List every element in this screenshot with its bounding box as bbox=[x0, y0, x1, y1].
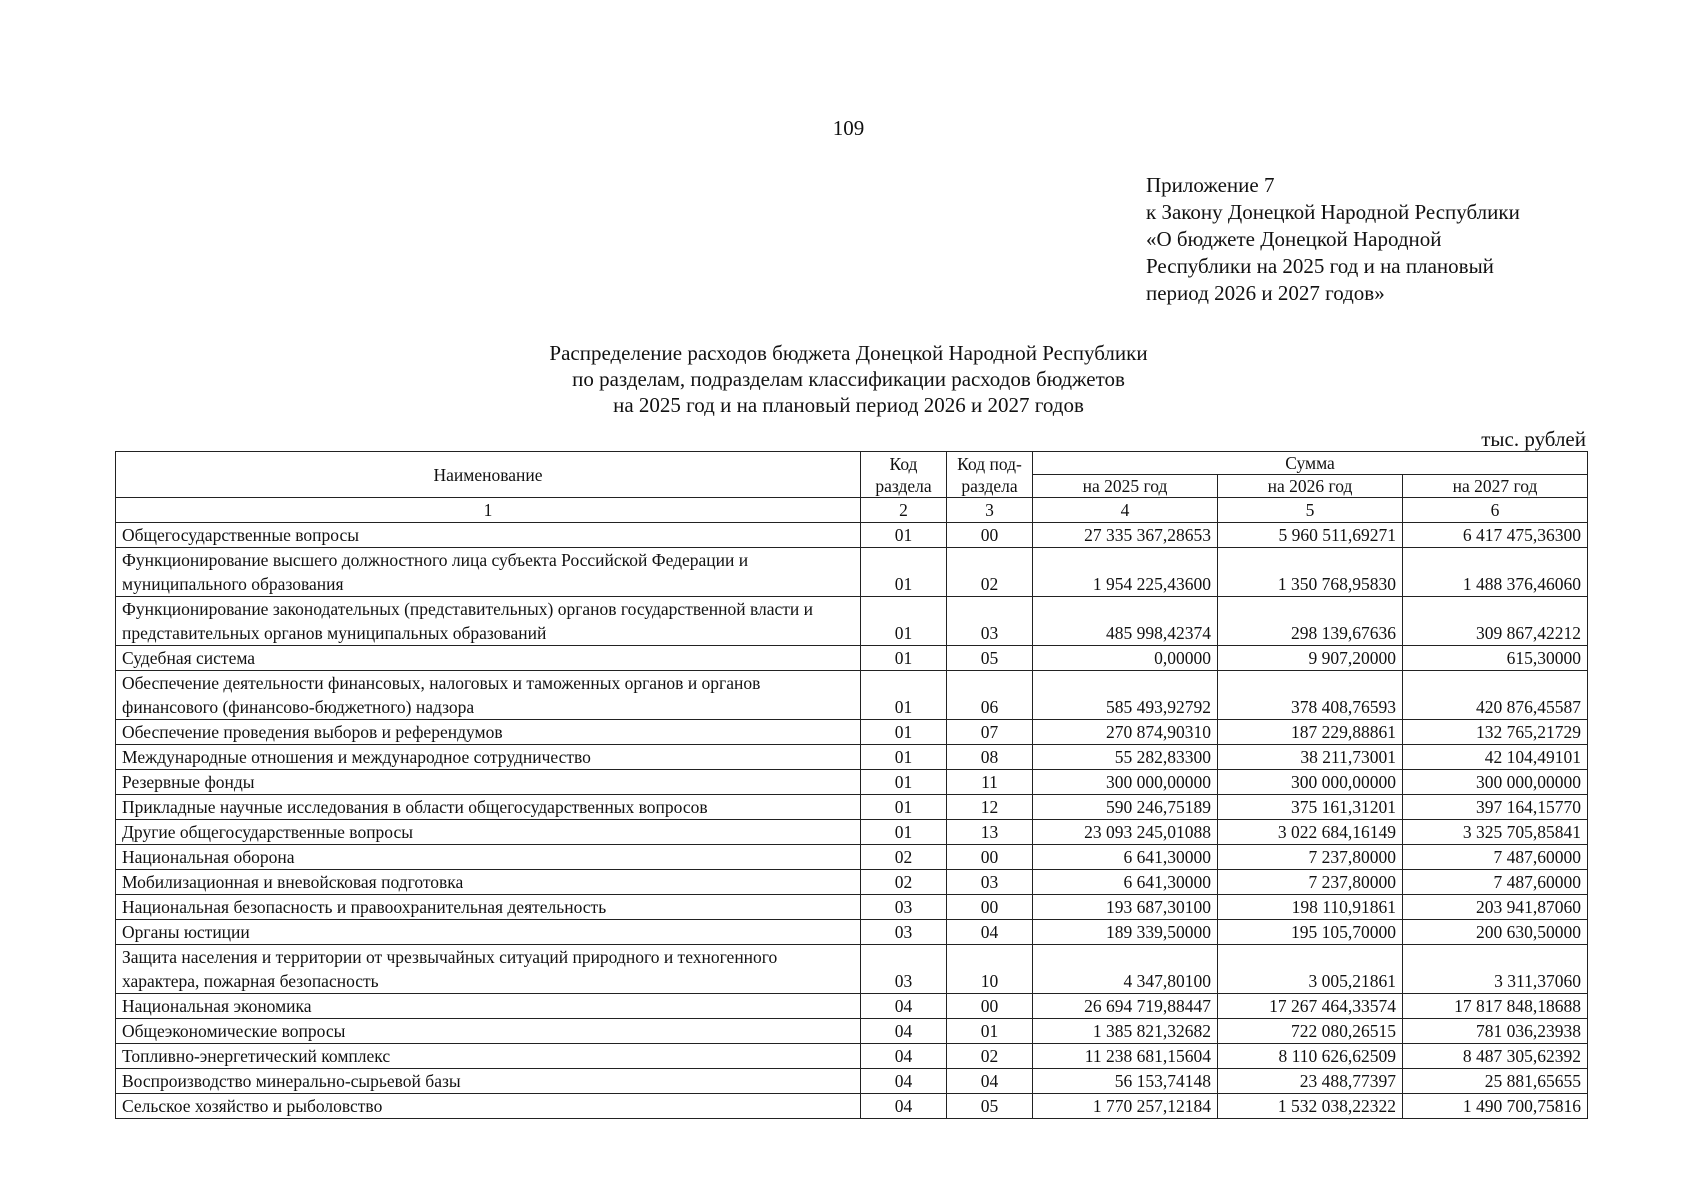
row-sum-2025: 4 347,80100 bbox=[1033, 945, 1218, 994]
row-sum-2026: 38 211,73001 bbox=[1218, 745, 1403, 770]
row-subsection-code: 03 bbox=[947, 870, 1033, 895]
row-subsection-code: 08 bbox=[947, 745, 1033, 770]
row-sum-2025: 26 694 719,88447 bbox=[1033, 994, 1218, 1019]
row-sum-2027: 1 490 700,75816 bbox=[1403, 1094, 1588, 1119]
column-number: 4 bbox=[1033, 498, 1218, 523]
table-row bbox=[116, 870, 1588, 895]
row-sum-2027: 781 036,23938 bbox=[1403, 1019, 1588, 1044]
row-section-code: 01 bbox=[861, 597, 947, 646]
table-row bbox=[116, 820, 1588, 845]
table-row bbox=[116, 523, 1588, 548]
row-sum-2027: 6 417 475,36300 bbox=[1403, 523, 1588, 548]
row-name: Другие общегосударственные вопросы bbox=[116, 820, 861, 845]
row-sum-2026: 17 267 464,33574 bbox=[1218, 994, 1403, 1019]
row-name: Топливно-энергетический комплекс bbox=[116, 1044, 861, 1069]
row-subsection-code: 03 bbox=[947, 597, 1033, 646]
row-sum-2026: 9 907,20000 bbox=[1218, 646, 1403, 671]
row-sum-2027: 203 941,87060 bbox=[1403, 895, 1588, 920]
table-row bbox=[116, 845, 1588, 870]
row-sum-2025: 0,00000 bbox=[1033, 646, 1218, 671]
row-sum-2026: 722 080,26515 bbox=[1218, 1019, 1403, 1044]
appendix-reference bbox=[1146, 172, 1520, 307]
row-sum-2025: 6 641,30000 bbox=[1033, 845, 1218, 870]
header-2027: на 2027 год bbox=[1403, 475, 1588, 498]
appendix-line: «О бюджете Донецкой Народной bbox=[1146, 227, 1442, 251]
row-section-code: 01 bbox=[861, 820, 947, 845]
row-subsection-code: 04 bbox=[947, 920, 1033, 945]
row-sum-2026: 195 105,70000 bbox=[1218, 920, 1403, 945]
row-sum-2026: 298 139,67636 bbox=[1218, 597, 1403, 646]
row-sum-2025: 189 339,50000 bbox=[1033, 920, 1218, 945]
appendix-line: период 2026 и 2027 годов» bbox=[1146, 281, 1385, 305]
row-sum-2026: 300 000,00000 bbox=[1218, 770, 1403, 795]
row-section-code: 01 bbox=[861, 646, 947, 671]
row-sum-2025: 485 998,42374 bbox=[1033, 597, 1218, 646]
row-sum-2026: 378 408,76593 bbox=[1218, 671, 1403, 720]
row-sum-2027: 132 765,21729 bbox=[1403, 720, 1588, 745]
appendix-line: Республики на 2025 год и на плановый bbox=[1146, 254, 1494, 278]
row-sum-2027: 1 488 376,46060 bbox=[1403, 548, 1588, 597]
row-sum-2025: 585 493,92792 bbox=[1033, 671, 1218, 720]
title-line: Распределение расходов бюджета Донецкой Народной Республики bbox=[549, 341, 1148, 365]
row-sum-2025: 23 093 245,01088 bbox=[1033, 820, 1218, 845]
row-section-code: 01 bbox=[861, 523, 947, 548]
row-sum-2025: 27 335 367,28653 bbox=[1033, 523, 1218, 548]
row-section-code: 03 bbox=[861, 945, 947, 994]
row-name: Резервные фонды bbox=[116, 770, 861, 795]
budget-table bbox=[115, 451, 1588, 1119]
title-line: по разделам, подразделам классификации расходов бюджетов bbox=[572, 367, 1125, 391]
row-section-code: 04 bbox=[861, 994, 947, 1019]
row-sum-2025: 270 874,90310 bbox=[1033, 720, 1218, 745]
row-sum-2027: 3 311,37060 bbox=[1403, 945, 1588, 994]
row-name: Органы юстиции bbox=[116, 920, 861, 945]
row-sum-2027: 420 876,45587 bbox=[1403, 671, 1588, 720]
row-sum-2025: 590 246,75189 bbox=[1033, 795, 1218, 820]
row-section-code: 03 bbox=[861, 920, 947, 945]
row-section-code: 01 bbox=[861, 548, 947, 597]
row-sum-2026: 8 110 626,62509 bbox=[1218, 1044, 1403, 1069]
row-name: Международные отношения и международное сотрудничество bbox=[116, 745, 861, 770]
row-sum-2026: 5 960 511,69271 bbox=[1218, 523, 1403, 548]
row-subsection-code: 12 bbox=[947, 795, 1033, 820]
row-name: Общеэкономические вопросы bbox=[116, 1019, 861, 1044]
row-section-code: 02 bbox=[861, 845, 947, 870]
table-row bbox=[116, 795, 1588, 820]
row-sum-2027: 17 817 848,18688 bbox=[1403, 994, 1588, 1019]
table-row bbox=[116, 994, 1588, 1019]
row-sum-2026: 23 488,77397 bbox=[1218, 1069, 1403, 1094]
row-name: Функционирование законодательных (представительных) органов государственной власти и представительных органов муниципальных образований bbox=[116, 597, 861, 646]
appendix-line: Приложение 7 bbox=[1146, 173, 1275, 197]
row-name: Обеспечение проведения выборов и референдумов bbox=[116, 720, 861, 745]
table-row bbox=[116, 1044, 1588, 1069]
row-name: Национальная оборона bbox=[116, 845, 861, 870]
table-row bbox=[116, 1094, 1588, 1119]
row-section-code: 04 bbox=[861, 1094, 947, 1119]
row-name: Общегосударственные вопросы bbox=[116, 523, 861, 548]
row-name: Мобилизационная и вневойсковая подготовка bbox=[116, 870, 861, 895]
page-number: 109 bbox=[832, 116, 865, 140]
row-section-code: 04 bbox=[861, 1019, 947, 1044]
row-section-code: 01 bbox=[861, 671, 947, 720]
row-sum-2025: 56 153,74148 bbox=[1033, 1069, 1218, 1094]
table-row bbox=[116, 945, 1588, 994]
row-sum-2026: 375 161,31201 bbox=[1218, 795, 1403, 820]
table-row bbox=[116, 920, 1588, 945]
row-sum-2026: 187 229,88861 bbox=[1218, 720, 1403, 745]
header-section-code: Код раздела bbox=[861, 452, 947, 498]
units-label: тыс. рублей bbox=[1481, 427, 1586, 451]
row-subsection-code: 00 bbox=[947, 845, 1033, 870]
row-name: Национальная экономика bbox=[116, 994, 861, 1019]
table-row bbox=[116, 1069, 1588, 1094]
row-sum-2027: 25 881,65655 bbox=[1403, 1069, 1588, 1094]
column-number: 5 bbox=[1218, 498, 1403, 523]
table-row bbox=[116, 548, 1588, 597]
table-row bbox=[116, 646, 1588, 671]
row-section-code: 02 bbox=[861, 870, 947, 895]
header-2026: на 2026 год bbox=[1218, 475, 1403, 498]
row-sum-2027: 8 487 305,62392 bbox=[1403, 1044, 1588, 1069]
table-row bbox=[116, 597, 1588, 646]
row-subsection-code: 02 bbox=[947, 1044, 1033, 1069]
row-section-code: 01 bbox=[861, 720, 947, 745]
row-subsection-code: 05 bbox=[947, 646, 1033, 671]
row-sum-2026: 1 532 038,22322 bbox=[1218, 1094, 1403, 1119]
table-row bbox=[116, 1019, 1588, 1044]
row-sum-2025: 1 770 257,12184 bbox=[1033, 1094, 1218, 1119]
row-name: Функционирование высшего должностного лица субъекта Российской Федерации и муниципального образования bbox=[116, 548, 861, 597]
table-row bbox=[116, 745, 1588, 770]
table-row bbox=[116, 895, 1588, 920]
row-subsection-code: 04 bbox=[947, 1069, 1033, 1094]
row-subsection-code: 00 bbox=[947, 523, 1033, 548]
row-section-code: 04 bbox=[861, 1069, 947, 1094]
row-sum-2027: 3 325 705,85841 bbox=[1403, 820, 1588, 845]
row-subsection-code: 00 bbox=[947, 994, 1033, 1019]
appendix-line: к Закону Донецкой Народной Республики bbox=[1146, 200, 1520, 224]
row-name: Воспроизводство минерально-сырьевой базы bbox=[116, 1069, 861, 1094]
table-row bbox=[116, 671, 1588, 720]
row-sum-2027: 42 104,49101 bbox=[1403, 745, 1588, 770]
column-number: 6 bbox=[1403, 498, 1588, 523]
row-subsection-code: 00 bbox=[947, 895, 1033, 920]
row-subsection-code: 13 bbox=[947, 820, 1033, 845]
table-row bbox=[116, 720, 1588, 745]
row-sum-2025: 1 954 225,43600 bbox=[1033, 548, 1218, 597]
header-sum: Сумма bbox=[1033, 452, 1588, 475]
row-sum-2026: 1 350 768,95830 bbox=[1218, 548, 1403, 597]
row-name: Судебная система bbox=[116, 646, 861, 671]
column-numbers-row bbox=[116, 498, 1588, 523]
row-subsection-code: 01 bbox=[947, 1019, 1033, 1044]
row-subsection-code: 11 bbox=[947, 770, 1033, 795]
row-sum-2027: 615,30000 bbox=[1403, 646, 1588, 671]
table-row bbox=[116, 770, 1588, 795]
row-name: Сельское хозяйство и рыболовство bbox=[116, 1094, 861, 1119]
row-sum-2026: 7 237,80000 bbox=[1218, 870, 1403, 895]
header-subsection-code: Код под-раздела bbox=[947, 452, 1033, 498]
row-sum-2027: 7 487,60000 bbox=[1403, 845, 1588, 870]
row-sum-2027: 7 487,60000 bbox=[1403, 870, 1588, 895]
row-sum-2026: 7 237,80000 bbox=[1218, 845, 1403, 870]
row-sum-2025: 300 000,00000 bbox=[1033, 770, 1218, 795]
column-number: 2 bbox=[861, 498, 947, 523]
row-subsection-code: 06 bbox=[947, 671, 1033, 720]
header-2025: на 2025 год bbox=[1033, 475, 1218, 498]
row-sum-2025: 55 282,83300 bbox=[1033, 745, 1218, 770]
document-title bbox=[0, 340, 1697, 418]
row-section-code: 01 bbox=[861, 795, 947, 820]
row-name: Национальная безопасность и правоохранительная деятельность bbox=[116, 895, 861, 920]
row-subsection-code: 02 bbox=[947, 548, 1033, 597]
row-section-code: 03 bbox=[861, 895, 947, 920]
row-section-code: 01 bbox=[861, 770, 947, 795]
row-section-code: 04 bbox=[861, 1044, 947, 1069]
row-section-code: 01 bbox=[861, 745, 947, 770]
row-sum-2025: 6 641,30000 bbox=[1033, 870, 1218, 895]
row-sum-2027: 309 867,42212 bbox=[1403, 597, 1588, 646]
row-sum-2027: 300 000,00000 bbox=[1403, 770, 1588, 795]
row-sum-2027: 397 164,15770 bbox=[1403, 795, 1588, 820]
row-subsection-code: 07 bbox=[947, 720, 1033, 745]
row-sum-2026: 3 005,21861 bbox=[1218, 945, 1403, 994]
row-name: Обеспечение деятельности финансовых, налоговых и таможенных органов и органов финансового (финансово-бюджетного) надзора bbox=[116, 671, 861, 720]
column-number: 1 bbox=[116, 498, 861, 523]
title-line: на 2025 год и на плановый период 2026 и 2027 годов bbox=[613, 393, 1084, 417]
row-name: Защита населения и территории от чрезвычайных ситуаций природного и техногенного характера, пожарная безопасность bbox=[116, 945, 861, 994]
row-subsection-code: 10 bbox=[947, 945, 1033, 994]
header-name: Наименование bbox=[116, 452, 861, 498]
row-sum-2026: 3 022 684,16149 bbox=[1218, 820, 1403, 845]
row-subsection-code: 05 bbox=[947, 1094, 1033, 1119]
row-sum-2025: 11 238 681,15604 bbox=[1033, 1044, 1218, 1069]
row-sum-2025: 1 385 821,32682 bbox=[1033, 1019, 1218, 1044]
row-sum-2025: 193 687,30100 bbox=[1033, 895, 1218, 920]
column-number: 3 bbox=[947, 498, 1033, 523]
row-sum-2026: 198 110,91861 bbox=[1218, 895, 1403, 920]
row-sum-2027: 200 630,50000 bbox=[1403, 920, 1588, 945]
header-row bbox=[116, 452, 1588, 475]
row-name: Прикладные научные исследования в области общегосударственных вопросов bbox=[116, 795, 861, 820]
